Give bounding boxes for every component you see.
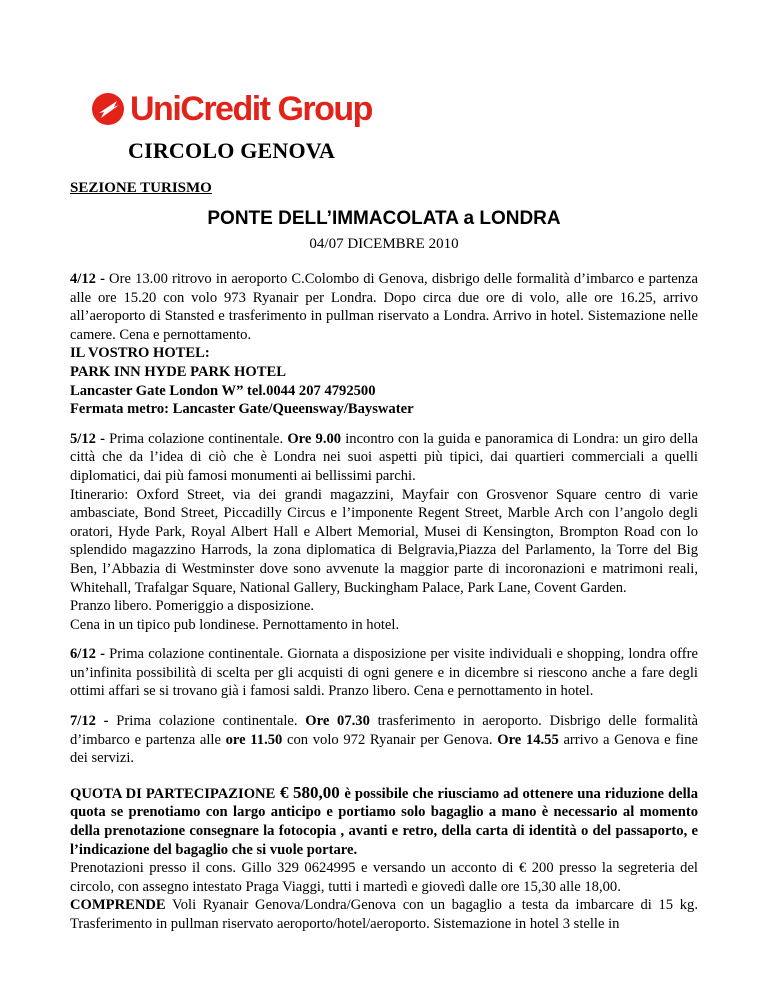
quota-price: € 580,00 [275,782,345,802]
logo-text: UniCredit Group [130,90,372,128]
day-3-section [70,645,698,701]
unicredit-logo-icon [90,91,126,127]
day-4-arrival: arrivo a Genova e fine dei servizi. [70,731,699,767]
day-4-departure-time: ore 11.50 [225,731,283,748]
day-4-transfer: trasferimento in aeroporto. Disbrigo delle formalità d’imbarco e partenza alle [70,713,698,748]
comprende-description: Voli Ryanair Genova/Londra/Genova con un bagaglio a testa da imbarcare di 15 kg. Trasferimento in pullman riservato aeroporto/hotel/aeroporto. Sistemazione in hotel 3 stelle in [70,897,698,932]
day-2-lunch: Pranzo libero. Pomeriggio a disposizione. [70,598,314,615]
day-4-section [70,712,698,768]
day-1-section [70,270,698,419]
quota-section [70,784,698,934]
day-4-transfer-time: Ore 07.30 [305,713,370,730]
document-body [70,270,698,945]
day-2-breakfast: Prima colazione continentale. [104,430,288,447]
sezione-heading: SEZIONE TURISMO [70,180,212,196]
day-4-arrival-time: Ore 14.55 [497,731,559,748]
trip-dates: 04/07 DICEMBRE 2010 [309,236,459,252]
day-2-itinerary: Itinerario: Oxford Street, via dei grandi magazzini, Mayfair con Grosvenor Square centro di varie ambasciate, Bond Street, Piccadilly Circus e l’imponente Regent Street, Marble Arch con l’angolo degli oratori, Hyde Park, Royal Albert Hall e Albert Memorial, Musei di Kensington, Brompton Road con lo splendido magazzino Harrods, la zona diplomatica di Belgravia,Piazza del Parlamento, la Torre del Big Ben, l’Abbazia di Westminster dove sono avvenute la maggior parte di incoronazioni e matrimoni reali, Whitehall, Trafalgar Square, National Gallery, Buckingham Palace, Park Lane, Covent Garden. [70,486,698,596]
hotel-metro: Fermata metro: Lancaster Gate/Queensway/Bayswater [70,401,414,418]
quota-note: è possibile che riusciamo ad ottenere una riduzione della quota se prenotiamo con largo anticipo e portiamo solo bagaglio a mano è necessario al momento della prenotazione consegnare la fotocopia , avanti e retro, della carta di identità o del passaporto, e l’indicazione del bagaglio che si vuole portare. [70,785,698,858]
day-3-description: Prima colazione continentale. Giornata a disposizione per visite individuali e shopping, londra offre un’infinita possibilità di scelta per gli acquisti di ogni genere e in dicembre si riescono anche a fare degli ottimi affari se si trovano già i famosi saldi. Pranzo libero. Cena e pernottamento in hotel. [70,646,698,700]
day-1-text [70,270,698,344]
day-2-time: Ore 9.00 [287,430,342,447]
unicredit-logo [90,88,372,130]
comprende-text [70,896,698,933]
quota-text [70,784,698,859]
day-2-date: 5/12 - [70,430,105,447]
day-4-text [70,712,698,768]
quota-label: QUOTA DI PARTECIPAZIONE [70,785,276,802]
page-title: PONTE DELL’IMMACOLATA a LONDRA [207,208,561,229]
day-2-text [70,430,698,486]
day-2-dinner: Cena in un tipico pub londinese. Pernottamento in hotel. [70,616,400,633]
day-4-breakfast: Prima colazione continentale. [108,713,306,730]
day-1-date: 4/12 - [70,271,105,287]
day-4-flight: con volo 972 Ryanair per Genova. [282,731,498,748]
day-4-date: 7/12 - [70,713,109,730]
day-2-section [70,430,698,635]
day-3-date: 6/12 - [70,646,105,663]
day-3-text [70,645,698,701]
hotel-heading: IL VOSTRO HOTEL: [70,345,210,362]
circolo-heading: CIRCOLO GENOVA [128,138,336,163]
hotel-address: Lancaster Gate London W” tel.0044 207 4792500 [70,382,376,399]
day-1-description: Ore 13.00 ritrovo in aeroporto C.Colombo di Genova, disbrigo delle formalità d’imbarco e partenza alle ore 15.20 con volo 973 Ryanair per Londra. Dopo circa due ore di volo, alle ore 16.25, arrivo all’aeroporto di Stansted e trasferimento in pullman riservato a Londra. Arrivo in hotel. Sistemazione nelle camere. Cena e pernottamento. [70,271,698,343]
prenotazioni-text: Prenotazioni presso il cons. Gillo 329 0624995 e versando un acconto di € 200 presso la segreteria del circolo, con assegno intestato Praga Viaggi, tutti i martedì e giovedì dalle ore 15,30 alle 18,00. [70,860,698,895]
comprende-label: COMPRENDE [70,897,166,914]
day-2-description: incontro con la guida e panoramica di Londra: un giro della città che da l’idea di ciò che è Londra nei suoi aspetti più tipici, dai quartieri commerciali a quelli diplomatici, dai più famosi monumenti ai bellissimi parchi. [70,430,698,484]
hotel-name: PARK INN HYDE PARK HOTEL [70,363,286,380]
